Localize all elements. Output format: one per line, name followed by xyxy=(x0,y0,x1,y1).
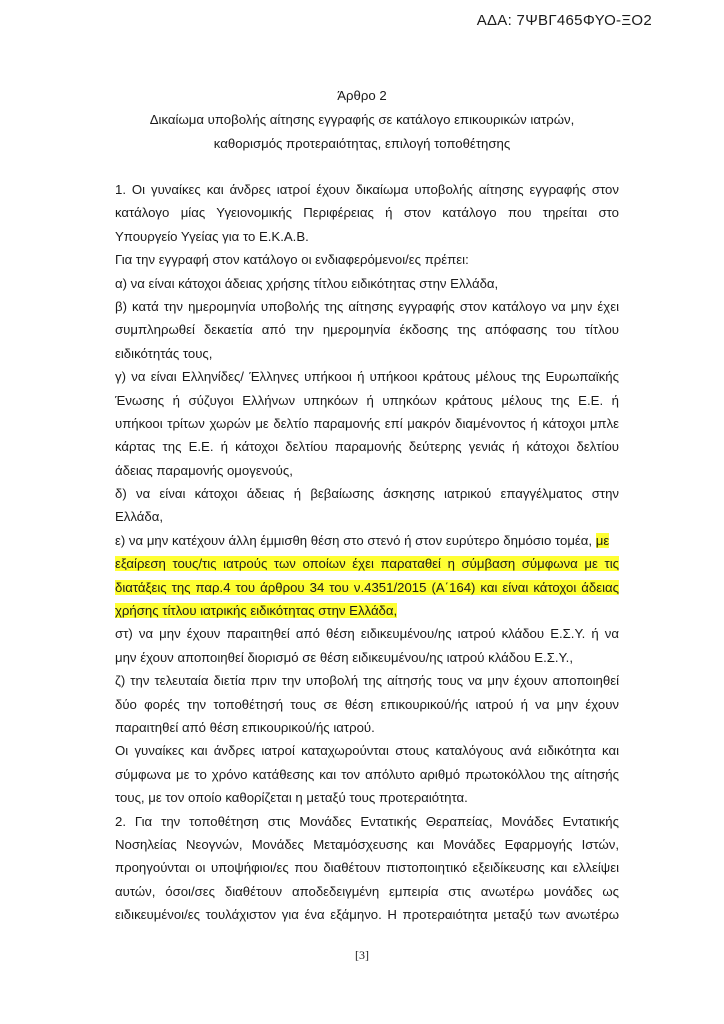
body-line: στ) να μην έχουν παραιτηθεί από θέση ειδικευμένου/ης ιατρού κλάδου Ε.Σ.Υ. ή να xyxy=(115,626,619,642)
body-line: δ) να είναι κάτοχοι άδειας ή βεβαίωσης άσκησης ιατρικού επαγγέλματος στην xyxy=(115,486,619,502)
body-line: συμπληρωθεί δεκαετία από την ημερομηνία έκδοσης της απόφασης του τίτλου xyxy=(115,322,619,338)
body-line: δύο φορές την τοποθέτησή τους σε θέση επικουρικού/ής ιατρού ή να μην έχουν xyxy=(115,696,619,712)
article-number: Άρθρο 2 xyxy=(337,88,387,103)
body-line: Ένωσης ή σύζυγοι Ελλήνων υπηκόων ή υπηκόων κράτους μέλους της Ε.Ε. ή xyxy=(115,392,619,408)
body-line: 1. Οι γυναίκες και άνδρες ιατροί έχουν δικαίωμα υποβολής αίτησης εγγραφής στον xyxy=(115,182,619,197)
body-line: υπήκοοι τρίτων χωρών με δελτίο παραμονής επί μακρόν διαμένοντος ή κάτοχοι μπλε xyxy=(115,415,619,431)
body-line: Για την εγγραφή στον κατάλογο οι ενδιαφερόμενοι/ες πρέπει: xyxy=(115,252,469,268)
article-title-line-2: καθορισμός προτεραιότητας, επιλογή τοποθέτησης xyxy=(213,136,511,151)
body-line: Οι γυναίκες και άνδρες ιατροί καταχωρούνται στους καταλόγους ανά ειδικότητα και xyxy=(115,743,619,759)
ada-identifier: ΑΔΑ: 7ΨΒΓ465ΦΥΟ-ΞΟ2 xyxy=(476,12,652,29)
highlighted-text: χρήσης τίτλου ιατρικής ειδικότητας στην Ελλάδα, xyxy=(115,603,398,619)
highlighted-line xyxy=(115,552,619,575)
highlighted-text: εξαίρεση τους/τις ιατρούς των οποίων έχει παραταθεί η σύμβαση σύμφωνα με τις xyxy=(115,556,619,572)
body-line: ειδικευμένοι/ες τουλάχιστον για ένα εξάμηνο. Η προτεραιότητα μεταξύ των ανωτέρω xyxy=(115,907,619,923)
body-line: προηγούνται οι υποψήφιοι/ες που διαθέτουν πιστοποιητικό εξειδίκευσης και ελλείψει xyxy=(115,860,619,876)
highlighted-text: διατάξεις της παρ.4 του άρθρου 34 του ν.4351/2015 (Α΄164) και είναι κάτοχοι άδειας xyxy=(115,579,619,595)
body-line: α) να είναι κάτοχοι άδειας χρήσης τίτλου ειδικότητας στην Ελλάδα, xyxy=(115,275,499,291)
article-body xyxy=(115,178,619,927)
body-line: ειδικότητάς τους, xyxy=(115,345,213,361)
body-line: Νοσηλείας Νεογνών, Μονάδες Μεταμόσχευσης και Μονάδες Εφαρμογής Ιστών, xyxy=(115,836,619,852)
body-line: κατάλογο μίας Υγειονομικής Περιφέρειας ή στον κατάλογο που τηρείται στο xyxy=(115,205,619,221)
highlighted-line xyxy=(115,576,619,599)
body-line: παραιτηθεί από θέση επικουρικού/ής ιατρού. xyxy=(115,719,375,735)
body-line: γ) να είναι Ελληνίδες/ Έλληνες υπήκοοι ή υπήκοοι κράτους μέλους της Ευρωπαϊκής xyxy=(115,369,619,385)
body-line: β) κατά την ημερομηνία υποβολής της αίτησης εγγραφής στον κατάλογο να μην έχει xyxy=(115,298,619,314)
highlighted-line xyxy=(115,599,619,622)
body-line: Ελλάδα, xyxy=(115,509,164,525)
body-line: άδειας παραμονής ομογενούς, xyxy=(115,462,293,478)
body-line-e xyxy=(115,529,619,552)
body-line: 2. Για την τοποθέτηση στις Μονάδες Εντατικής Θεραπείας, Μονάδες Εντατικής xyxy=(115,813,619,829)
line-e-text: ε) να μην κατέχουν άλλη έμμισθη θέση στο στενό ή στον ευρύτερο δημόσιο τομέα, xyxy=(115,532,596,548)
highlighted-text: με xyxy=(595,532,610,548)
body-line: Υπουργείο Υγείας για το Ε.Κ.Α.Β. xyxy=(115,228,309,244)
page-number: [3] xyxy=(355,948,369,962)
body-line: μην έχουν αποποιηθεί διορισμό σε θέση ειδικευμένου/ης ιατρού κλάδου Ε.Σ.Υ., xyxy=(115,649,573,665)
body-line: ζ) την τελευταία διετία πριν την υποβολή της αίτησής τους να μην έχουν αποποιηθεί xyxy=(115,673,619,689)
body-line: τους, με τον οποίο καθορίζεται η μεταξύ τους προτεραιότητα. xyxy=(115,790,468,806)
article-title-line-1: Δικαίωμα υποβολής αίτησης εγγραφής σε κατάλογο επικουρικών ιατρών, xyxy=(149,112,575,127)
body-line: κάρτας της Ε.Ε. ή κάτοχοι δελτίου παραμονής δεύτερης γενιάς ή κάτοχοι δελτίου xyxy=(115,439,619,455)
body-line: σύμφωνα με το χρόνο κατάθεσης και τον απόλυτο αριθμό πρωτοκόλλου της αίτησής xyxy=(115,766,619,782)
body-line: αυτών, όσοι/σες διαθέτουν αποδεδειγμένη εμπειρία στις ανωτέρω μονάδες ως xyxy=(115,883,619,899)
